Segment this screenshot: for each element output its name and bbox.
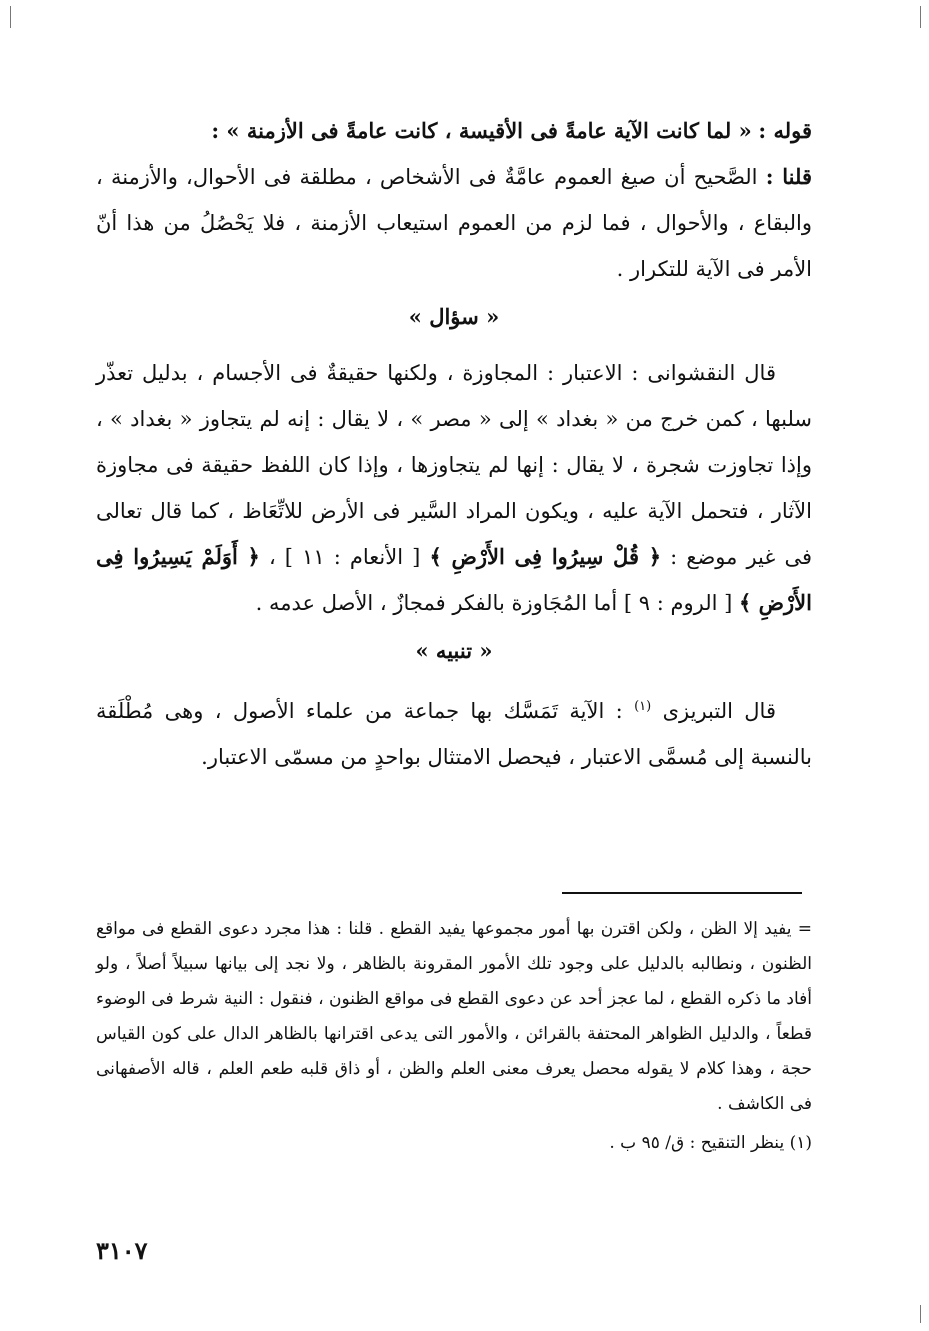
footnote-separator <box>562 892 802 894</box>
surah-reference: [ الروم : ٩ ] <box>623 591 733 615</box>
scan-edge-mark <box>906 6 921 28</box>
footnotes <box>96 912 812 1161</box>
footnote-marker: (١) <box>634 699 652 714</box>
scan-edge-mark <box>10 6 25 28</box>
paragraph-naqshawani <box>96 350 812 626</box>
quran-quote: ﴿ أَوَلَمْ يَسِيرُوا فِى الأَرْضِ ﴾ <box>96 544 812 615</box>
quran-quote: ﴿ قُلْ سِيرُوا فِى الأَرْضِ ﴾ <box>429 544 662 569</box>
paragraph-text: قال التبريزى <box>662 699 776 723</box>
paragraph-text: « لما كانت الآية عامةً فى الأقيسة ، كانت عامةً فى الأزمنة » : <box>211 118 752 143</box>
paragraph-qulna <box>96 154 812 292</box>
paragraph-text: قال النقشوانى : الاعتبار : المجاوزة ، ولكنها حقيقةٌ فى الأجسام ، بدليل تعذّر سلبها ، كمن خرج من « بغداد » إلى « مصر » ، لا يقال : إنه لم يتجاوز « بغداد » ، وإذا تجاوزت شجرة ، لا يقال : إنها لم يتجاوزها ، وإذا كان اللفظ حقيقة فى مجاوزة الآثار ، فتحمل الآية عليه ، ويكون المراد السَّير فى الأرض للاتِّعَاظ ، كما قال تعالى فى غير موضع : <box>96 361 812 569</box>
section-heading-question: « سؤال » <box>408 304 500 329</box>
paragraph-text: : الآية تَمَسَّك بها جماعة من علماء الأصول ، وهى مُطْلَقة بالنسبة إلى مُسمَّى الاعتبار ، فيحصل الامتثال بواحدٍ من مسمّى الاعتبار. <box>96 699 812 769</box>
paragraph-lead: قلنا : <box>765 164 812 189</box>
scan-edge-mark <box>906 1305 921 1323</box>
page-number: ٣١٠٧ <box>96 1236 148 1265</box>
paragraph-qawluhu <box>96 108 812 154</box>
section-heading-notice: « تنبيه » <box>415 638 493 663</box>
paragraph-lead: قوله : <box>758 118 812 143</box>
footnote-continuation: = يفيد إلا الظن ، ولكن اقترن بها أمور مجموعها يفيد القطع . قلنا : هذا مجرد دعوى القطع فى مواقع الظنون ، ونطالبه بالدليل على وجود تلك الأمور المقرونة بالظاهر ، ولا نجد إلى بيانها سبيلاً أصلاً ، ولو أفاد ما ذكره القطع ، لما عجز أحد عن دعوى القطع فى مواقع الظنون ، فنقول : النية شرط فى الوضوء قطعاً ، والدليل الظواهر المحتفة بالقرائن ، والأمور التى يدعى اقترانها بالظاهر الدال على كون القياس حجة ، وهذا كلام لا يقوله محصل يعرف معنى العلم والظن ، أو ذاق قلبه طعم العلم ، قاله الأصفهانى فى الكاشف . <box>96 919 812 1114</box>
footnote-1: (١) ينظر التنقيح : ق/ ٩٥ ب . <box>609 1133 812 1153</box>
surah-reference: [ الأنعام : ١١ ] ، <box>268 545 421 569</box>
paragraph-text: الصَّحيح أن صيغ العموم عامَّةٌ فى الأشخاص ، مطلقة فى الأحوال، والأزمنة ، والبقاع ، والأحوال ، فما لزم من العموم استيعاب الأزمنة ، فلا يَحْصُلُ من هذا أنّ الأمر فى الآية للتكرار . <box>96 165 812 281</box>
paragraph-text-end: أما المُجَاوزة بالفكر فمجازٌ ، الأصل عدمه . <box>255 591 618 615</box>
main-text <box>96 108 812 780</box>
paragraph-tabrizi <box>96 684 812 780</box>
